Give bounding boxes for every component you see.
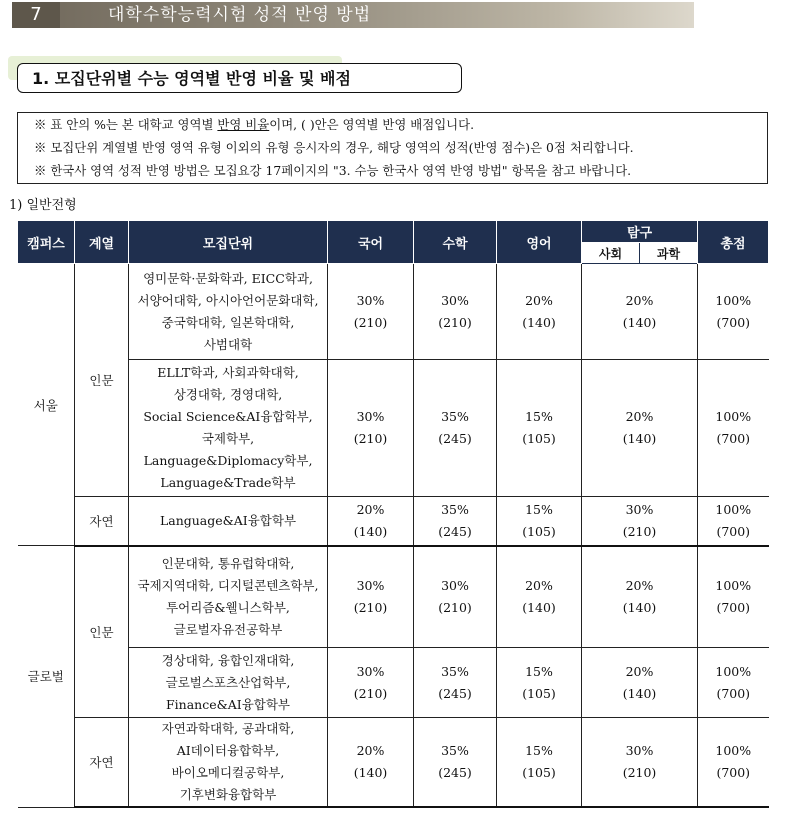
header-total: 총점 (698, 221, 769, 264)
unit-line: 글로벌스포츠산업학부, (165, 674, 291, 690)
unit-cell (129, 546, 328, 648)
subsection-heading: 1) 일반전형 (9, 198, 77, 213)
track-cell: 자연 (75, 497, 129, 546)
points: (140) (353, 523, 388, 539)
points: (245) (438, 765, 472, 780)
unit-line: ELLT학과, 사회과학대학, (157, 365, 299, 380)
header-campus: 캠퍼스 (18, 221, 75, 264)
ratio: 30% (356, 292, 385, 308)
ratio: 15% (525, 743, 553, 758)
unit-line: 투어리즘&웰니스학부, (166, 599, 290, 615)
inquiry-cell (582, 718, 698, 808)
total-cell (698, 360, 769, 497)
points: (700) (716, 523, 751, 539)
unit-line: 글로벌자유전공학부 (173, 621, 283, 637)
ratio: 30% (625, 743, 654, 758)
note-text: ※ 표 안의 %는 본 대학교 영역별 (34, 117, 218, 132)
ratio: 15% (525, 663, 553, 679)
unit-line: 경상대학, 융합인재대학, (161, 652, 295, 668)
points: (700) (716, 599, 751, 615)
ratio: 20% (525, 577, 553, 593)
unit-line: Language&AI융합학부 (159, 512, 297, 528)
inquiry-cell (582, 360, 698, 497)
track-cell: 자연 (75, 718, 129, 808)
ratio: 15% (525, 501, 553, 517)
points: (210) (353, 599, 388, 615)
unit-line: Social Science&AI융합학부, (143, 409, 313, 424)
header-korean: 국어 (328, 221, 414, 264)
points: (210) (353, 685, 388, 701)
table-row (18, 648, 769, 718)
english-cell (497, 264, 582, 360)
note-underlined: 반영 비율 (217, 117, 270, 132)
unit-line: Language&Trade학부 (160, 475, 296, 490)
english-cell (497, 360, 582, 497)
points: (105) (522, 685, 556, 701)
chapter-title: 대학수학능력시험 성적 반영 방법 (108, 5, 372, 25)
chapter-banner (12, 2, 694, 28)
points: (140) (622, 685, 657, 701)
points: (210) (438, 599, 472, 615)
points: (245) (438, 685, 472, 701)
points: (210) (353, 314, 388, 330)
note-text: ※ 한국사 영역 성적 반영 방법은 모집요강 17페이지의 "3. 수능 한국사 영역 반영 방법" 항목을 참고 바랍니다. (34, 163, 632, 178)
ratio: 100% (715, 501, 752, 517)
math-cell (414, 264, 497, 360)
note-text: ※ 모집단위 계열별 반영 영역 유형 이외의 유형 응시자의 경우, 해당 영역의 성적(반영 점수)은 0점 처리합니다. (34, 140, 634, 155)
points: (105) (522, 523, 556, 539)
unit-cell (129, 648, 328, 718)
ratio: 20% (356, 743, 385, 758)
unit-line: 영미문학·문화학과, EICC학과, (143, 270, 313, 286)
math-cell (414, 497, 497, 546)
points: (210) (622, 523, 657, 539)
ratio: 30% (356, 663, 385, 679)
unit-line: AI데이터융합학부, (176, 743, 280, 758)
points: (140) (622, 431, 657, 446)
korean-cell (328, 546, 414, 648)
points: (245) (438, 523, 472, 539)
total-cell (698, 497, 769, 546)
inquiry-cell (582, 264, 698, 360)
track-cell: 인문 (75, 264, 129, 497)
table-row (18, 718, 769, 808)
unit-line: Finance&AI융합학부 (165, 696, 290, 712)
unit-cell (129, 360, 328, 497)
english-cell (497, 648, 582, 718)
note-text: 이며, ( )안은 영역별 반영 배점입니다. (269, 117, 475, 132)
note-line (18, 159, 767, 182)
chapter-number: 7 (12, 2, 60, 28)
ratio: 15% (525, 409, 553, 424)
header-inquiry: 탐구 (582, 221, 698, 243)
inquiry-cell (582, 546, 698, 648)
korean-cell (328, 648, 414, 718)
ratio: 100% (715, 743, 752, 758)
ratio: 35% (441, 501, 469, 517)
ratio: 35% (441, 409, 469, 424)
korean-cell (328, 264, 414, 360)
inquiry-cell (582, 648, 698, 718)
points: (140) (522, 599, 556, 615)
points: (140) (522, 314, 556, 330)
track-cell: 인문 (75, 546, 129, 718)
header-social: 사회 (582, 243, 640, 264)
header-math: 수학 (414, 221, 497, 264)
points: (140) (622, 314, 657, 330)
table-row (18, 264, 769, 360)
ratio: 30% (356, 577, 385, 593)
english-cell (497, 718, 582, 808)
korean-cell (328, 718, 414, 808)
header-english: 영어 (497, 221, 582, 264)
points: (105) (522, 431, 556, 446)
ratio: 20% (525, 292, 553, 308)
ratio: 100% (715, 409, 752, 424)
total-cell (698, 546, 769, 648)
ratio: 20% (356, 501, 385, 517)
points: (700) (716, 431, 751, 446)
korean-cell (328, 360, 414, 497)
ratio: 35% (441, 663, 469, 679)
table-row (18, 497, 769, 546)
ratio: 20% (625, 577, 654, 593)
ratio: 30% (356, 409, 385, 424)
ratio: 30% (441, 292, 469, 308)
english-cell (497, 546, 582, 648)
unit-line: Language&Diplomacy학부, (143, 453, 313, 468)
points: (140) (353, 765, 388, 780)
unit-line: 사범대학 (203, 336, 253, 352)
unit-cell (129, 718, 328, 808)
total-cell (698, 718, 769, 808)
unit-cell (129, 497, 328, 546)
math-cell (414, 546, 497, 648)
note-line (18, 136, 767, 159)
unit-line: 기후변화융합학부 (179, 787, 277, 802)
notes-box (17, 112, 768, 184)
header-unit: 모집단위 (129, 221, 328, 264)
ratio: 30% (625, 501, 654, 517)
math-cell (414, 648, 497, 718)
points: (245) (438, 431, 472, 446)
campus-cell: 서울 (18, 264, 75, 546)
ratio: 100% (715, 292, 752, 308)
campus-cell: 글로벌 (18, 546, 75, 808)
points: (210) (353, 431, 388, 446)
points: (210) (438, 314, 472, 330)
ratio: 100% (715, 577, 752, 593)
unit-line: 인문대학, 통유럽학대학, (161, 555, 295, 571)
unit-line: 상경대학, 경영대학, (173, 387, 283, 402)
unit-line: 중국학대학, 일본학대학, (161, 314, 295, 330)
ratio: 35% (441, 743, 469, 758)
english-cell (497, 497, 582, 546)
total-cell (698, 264, 769, 360)
unit-line: 자연과학대학, 공과대학, (161, 721, 295, 736)
unit-line: 바이오메디컬공학부, (171, 765, 285, 780)
section-title: 1. 모집단위별 수능 영역별 반영 비율 및 배점 (17, 63, 462, 93)
math-cell (414, 360, 497, 497)
score-ratio-table (17, 220, 769, 808)
points: (210) (622, 765, 657, 780)
points: (140) (622, 599, 657, 615)
points: (700) (716, 314, 751, 330)
unit-line: 국제지역대학, 디지털콘텐츠학부, (137, 577, 319, 593)
points: (700) (716, 765, 751, 780)
math-cell (414, 718, 497, 808)
korean-cell (328, 497, 414, 546)
points: (700) (716, 685, 751, 701)
total-cell (698, 648, 769, 718)
unit-line: 국제학부, (201, 431, 255, 446)
inquiry-cell (582, 497, 698, 546)
points: (105) (522, 765, 556, 780)
header-track: 계열 (75, 221, 129, 264)
table-row (18, 546, 769, 648)
ratio: 20% (625, 292, 654, 308)
unit-cell (129, 264, 328, 360)
header-science: 과학 (640, 243, 698, 264)
ratio: 20% (625, 663, 654, 679)
ratio: 30% (441, 577, 469, 593)
ratio: 100% (715, 663, 752, 679)
ratio: 20% (625, 409, 654, 424)
table-row (18, 360, 769, 497)
unit-line: 서양어대학, 아시아언어문화대학, (137, 292, 319, 308)
note-line (18, 113, 767, 136)
